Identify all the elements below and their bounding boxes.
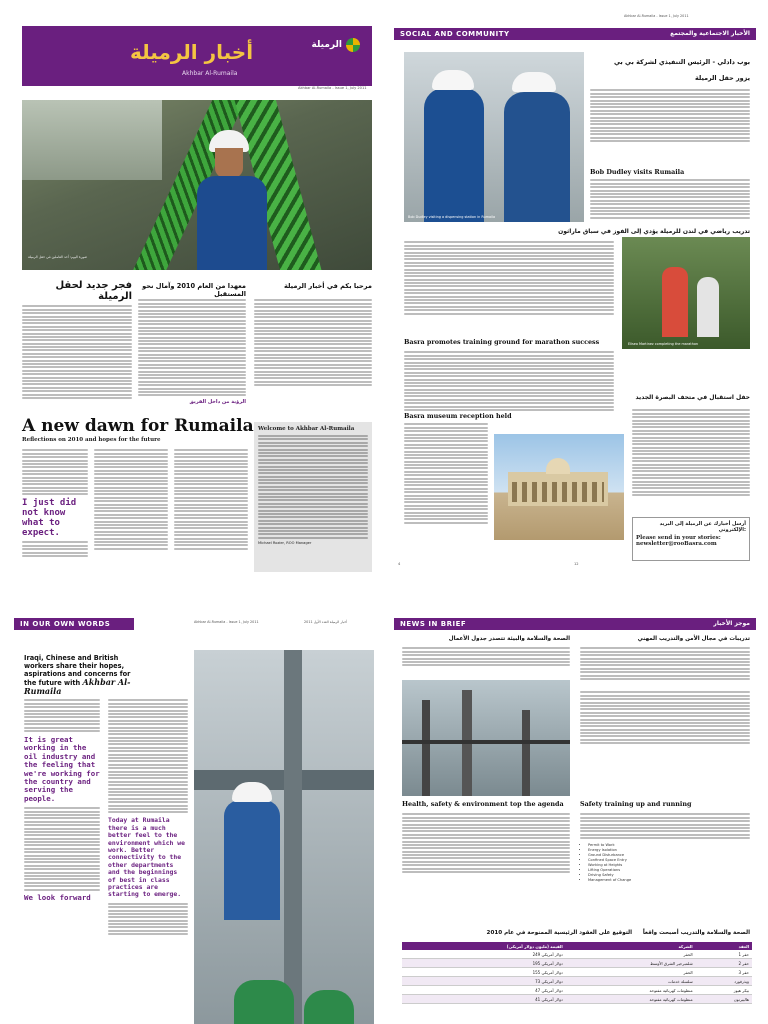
- bullet-item: • Management of Change: [588, 878, 750, 883]
- pull-quote: I just did not know what to expect.: [22, 498, 77, 539]
- masthead: [22, 26, 372, 86]
- en-text-column-2: [94, 448, 168, 551]
- text-column-1: [24, 698, 100, 902]
- page-number-left: 4: [398, 562, 401, 566]
- photo-marathon: [622, 237, 750, 349]
- bullet-item: • Lifting Operations: [588, 868, 750, 873]
- headline-en-dudley: Bob Dudley visits Rumaila: [590, 168, 685, 176]
- table-row: 73 دولار أمريكي سلسلة خدمات ويذرفورد: [402, 977, 752, 986]
- headline-en-hse: Health, safety & environment top the agenda: [402, 800, 564, 808]
- section-title-ar: موجز الأخبار: [713, 620, 750, 627]
- contracts-table: [402, 942, 752, 1004]
- table-row: 155 دولار أمريكي الحفر حفر 3: [402, 968, 752, 977]
- pull-quote-1: It is great working in the oil industry and the feeling that we're working for the country and serving the people.: [24, 734, 100, 803]
- table-row: 249 دولار أمريكي الحفر حفر 1: [402, 950, 752, 959]
- headline-ar-museum: حفل استقبال في متحف البصرة الجديد: [635, 394, 750, 401]
- headline-en-museum: Basra museum reception held: [404, 412, 512, 420]
- table-row: 47 دولار أمريكي منظومات كهربائية مفتوحة بيكر هيوز: [402, 986, 752, 995]
- ar-text-column-1: [22, 304, 132, 400]
- section-band: [394, 618, 756, 630]
- quote-ar: الرؤية من داخل الفريق: [189, 399, 246, 406]
- en-text-dudley: [590, 178, 750, 220]
- table-header: القيمة (مليون دولار أمريكي): [402, 942, 566, 950]
- photo-basra-museum: [494, 434, 624, 540]
- pull-quote-3: We look forward: [24, 892, 91, 902]
- page-news-in-brief: [394, 610, 756, 1024]
- headline-en-safety: Safety training up and running: [580, 800, 692, 808]
- safety-bullet-list: [580, 843, 750, 883]
- logo-mark-icon: [346, 38, 360, 52]
- en-text-column-1: [22, 448, 88, 558]
- photo-caption: Bob Dudley visiting a dispensing station in Rumaila: [408, 215, 496, 219]
- en-text-marathon: [404, 350, 614, 412]
- headline-own-words: Iraqi, Chinese and British workers share their hopes, aspirations and concerns for the future with Akhbar Al-Rumaila: [24, 654, 131, 696]
- page-in-our-own-words: [14, 610, 376, 1024]
- send-stories-ar: أرسل أخبارك عن الرميلة إلى البريد الإلكتروني:: [659, 521, 746, 533]
- subhead-ar: معهدا من العام 2010 وآمال نحو المستقبل: [142, 282, 246, 298]
- ar-text-hse: [402, 646, 570, 668]
- headline-ar-welcome: مرحبا بكم في أخبار الرميلة: [283, 282, 372, 290]
- section-band: [14, 618, 134, 630]
- page-social-community: [394, 12, 756, 572]
- section-title-en: IN OUR OWN WORDS: [20, 620, 111, 628]
- en-text-hse: [402, 812, 570, 874]
- text-column-2: [108, 698, 188, 937]
- hero-caption: صورة اليوم: أحد العاملين في حقل الرميلة: [28, 255, 87, 259]
- hero-photo: [22, 100, 372, 270]
- ar-text-column-2: [138, 298, 246, 405]
- ar-text-training: [580, 646, 750, 681]
- headline-ar-contracts: التوقيع على العقود الرئيسية الممنوحة في عام 2010: [486, 930, 632, 936]
- ar-text-museum: [632, 408, 750, 498]
- headline-ar-safety: الصحة والسلامة والتدريب أصبحت واقعاً: [642, 930, 750, 936]
- section-title-ar: الأخبار الاجتماعية والمجتمع: [670, 30, 750, 37]
- issue-line: Akhbar Al-Rumaila - Issue 1, July 2011: [624, 14, 689, 18]
- section-title-en: SOCIAL AND COMMUNITY: [400, 30, 510, 38]
- bullet-item: • Confined Space Entry: [588, 858, 750, 863]
- issue-line-ar: أخبار الرميلة العدد الأول 2011: [304, 620, 348, 624]
- photo-facility: [402, 680, 570, 796]
- page-cover: [14, 12, 376, 572]
- headline-new-dawn: A new dawn for Rumaila: [22, 416, 254, 436]
- pull-quote-2: Today at Rumaila there is a much better feel to the environment which we work. Better connectivity to the other departments and the beginnings of best in class practices are starting to emerge.: [108, 816, 185, 899]
- table-header: العقد: [696, 942, 752, 950]
- en-text-column-3: [174, 448, 248, 551]
- ar-text-dudley: [590, 88, 750, 144]
- en-text-safety: [580, 812, 750, 883]
- ar-text-marathon: [404, 240, 614, 316]
- headline-ar-hse: الصحة والسلامة والبيئة تتصدر جدول الأعمال: [448, 636, 570, 642]
- headline-ar-new-dawn: فجر جديد لحقل الرميلة: [55, 280, 132, 302]
- section-band: [394, 28, 756, 40]
- headline-ar-training: تدريبات في مجال الأمن والتدريب المهني: [637, 636, 750, 642]
- bullet-item: • Energy Isolation: [588, 848, 750, 853]
- headline-en-marathon: Basra promotes training ground for marathon success: [404, 338, 600, 346]
- bullet-list-ar: [580, 690, 750, 746]
- ar-text-column-3: [254, 298, 372, 388]
- bullet-item: • Ground Disturbance: [588, 853, 750, 858]
- bullet-item: • Permit to Work: [588, 843, 750, 848]
- send-stories-box: [632, 517, 750, 561]
- photo-caption: Eliseo Martinez completing the marathon: [628, 342, 699, 346]
- issue-line: Akhbar Al-Rumaila - Issue 1, July 2011: [194, 620, 259, 624]
- welcome-box: [254, 422, 372, 572]
- welcome-title: Welcome to Akhbar Al-Rumaila: [258, 426, 355, 432]
- table-header: الشركة: [566, 942, 696, 950]
- photo-bob-dudley: [404, 52, 584, 222]
- issue-subline: Akhbar Al-Rumaila - Issue 1, July 2011: [298, 86, 367, 90]
- bullet-item: • Driving Safety: [588, 873, 750, 878]
- send-stories-en[interactable]: Please send in your stories: newsletter@rooBasra.com: [636, 535, 721, 547]
- table-row: 41 دولار أمريكي منظومات كهربائية مفتوحة هاليبرتون: [402, 995, 752, 1004]
- subhead-new-dawn: Reflections on 2010 and hopes for the future: [22, 437, 161, 443]
- headline-ar-marathon: تدريب رياضي في لندن للرميلة يؤدي إلى الفوز في سباق ماراثون: [558, 228, 750, 235]
- section-title-en: NEWS IN BRIEF: [400, 620, 467, 628]
- headline-ar-dudley: بوب دادلي - الرئيس التنفيذي لشركة بي بي: [613, 58, 750, 66]
- photo-workers: [194, 650, 374, 1024]
- en-text-museum: [404, 422, 488, 525]
- bullet-item: • Working at Heights: [588, 863, 750, 868]
- masthead-title-ar: أخبار الرميلة: [130, 40, 254, 64]
- page-number-right: 12: [574, 562, 579, 566]
- subhead-ar-dudley: يزور حقل الرميلة: [694, 74, 750, 82]
- table-row: 195 دولار أمريكي شلمبرجير الشرق الأوسط حفر 2: [402, 959, 752, 968]
- masthead-title-en: Akhbar Al-Rumaila: [182, 70, 238, 77]
- rumaila-logo: الرميلة: [312, 38, 360, 52]
- welcome-signature: Michael Rozier, ROO Manager: [258, 540, 312, 545]
